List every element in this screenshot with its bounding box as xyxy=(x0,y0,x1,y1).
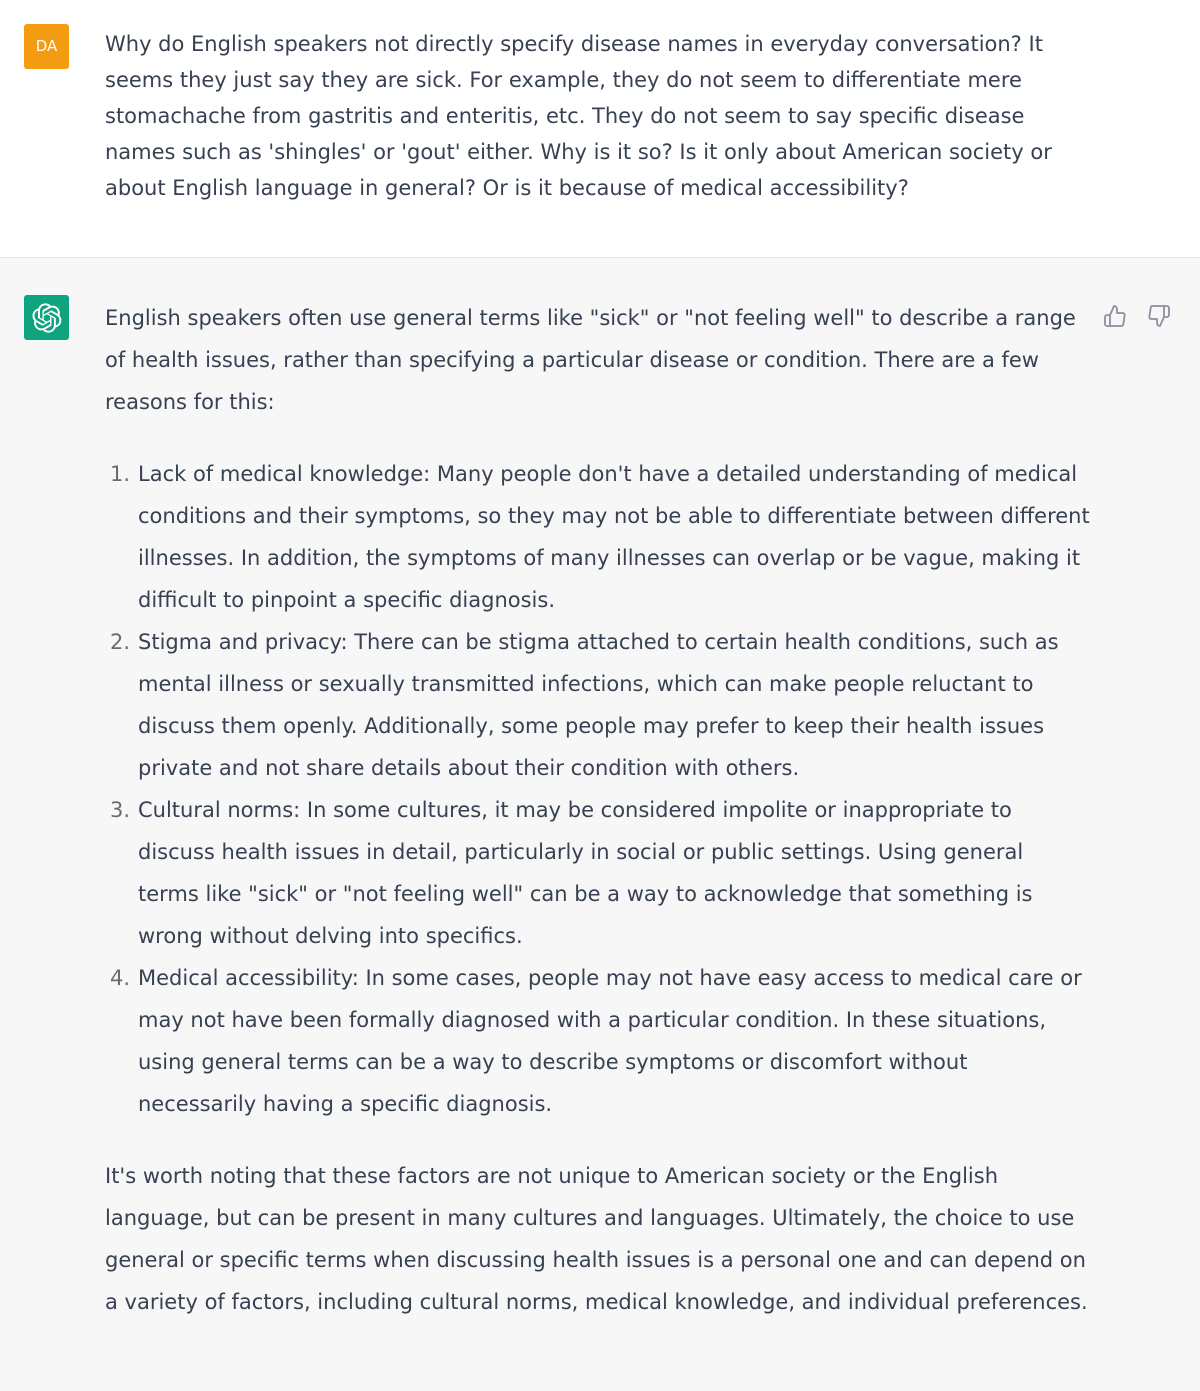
thumbs-up-button[interactable] xyxy=(1100,301,1130,331)
list-item: Cultural norms: In some cultures, it may be considered impolite or inappropriate to discuss health issues in detail, particularly in social or public settings. Using general terms like "sick" or "not feeling well" can be a way to acknowledge that something is wrong without delving into specifics. xyxy=(138,798,1033,948)
assistant-intro: English speakers often use general terms like "sick" or "not feeling well" to describe a range of health issues, rather than specifying a particular disease or condition. There are a few reasons for this: xyxy=(105,306,1076,414)
assistant-message-content xyxy=(105,297,1090,1323)
list-item: Lack of medical knowledge: Many people don't have a detailed understanding of medical conditions and their symptoms, so they may not be able to differentiate between different illnesses. In addition, the symptoms of many illnesses can overlap or be vague, making it difficult to pinpoint a specific diagnosis. xyxy=(138,462,1090,612)
assistant-avatar xyxy=(24,295,69,340)
thumbs-up-icon xyxy=(1103,304,1127,328)
user-message xyxy=(0,0,1200,258)
user-message-text: Why do English speakers not directly specify disease names in everyday conversation? It seems they just say they are sick. For example, they do not seem to differentiate mere stomachache from gastritis and enteritis, etc. They do not seem to say specific disease names such as 'shingles' or 'gout' either. Why is it so? Is it only about American society or about English language in general? Or is it because of medical accessibility? xyxy=(105,32,1052,200)
reasons-list xyxy=(105,453,1090,1125)
list-item: Stigma and privacy: There can be stigma attached to certain health conditions, such as mental illness or sexually transmitted infections, which can make people reluctant to discuss them openly. Additionally, some people may prefer to keep their health issues private and not share details about their condition with others. xyxy=(138,630,1059,780)
assistant-message xyxy=(0,258,1200,1391)
thumbs-down-icon xyxy=(1147,304,1171,328)
assistant-conclusion: It's worth noting that these factors are not unique to American society or the English language, but can be present in many cultures and languages. Ultimately, the choice to use general or specific terms when discussing health issues is a personal one and can depend on a variety of factors, including cultural norms, medical knowledge, and individual preferences. xyxy=(105,1164,1088,1314)
thumbs-down-button[interactable] xyxy=(1144,301,1174,331)
list-item: Medical accessibility: In some cases, people may not have easy access to medical care or may not have been formally diagnosed with a particular condition. In these situations, using general terms can be a way to describe symptoms or discomfort without necessarily having a specific diagnosis. xyxy=(138,966,1082,1116)
feedback-buttons xyxy=(1100,301,1174,331)
openai-logo-icon xyxy=(32,303,62,333)
user-avatar: DA xyxy=(24,24,69,69)
